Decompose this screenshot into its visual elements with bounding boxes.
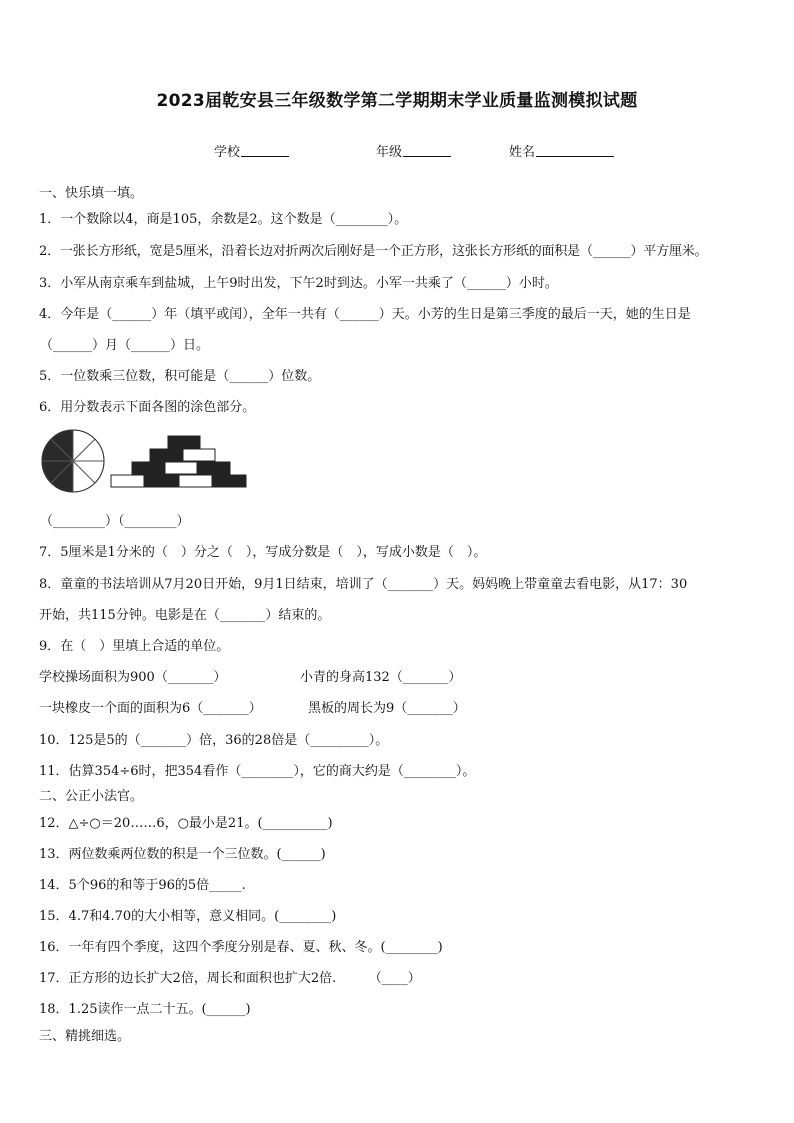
brick-row4-4	[213, 475, 246, 487]
question-9: 9．在（ ）里填上合适的单位。	[39, 639, 230, 654]
page-title: 2023届乾安县三年级数学第二学期期末学业质量监测模拟试题	[156, 91, 638, 111]
school-blank[interactable]	[241, 143, 289, 157]
brick-row4-1	[111, 475, 144, 487]
brick-row2-2	[183, 449, 215, 461]
question-6-answers: （________）（________）	[40, 514, 190, 529]
name-field[interactable]	[509, 141, 614, 160]
question-15: 15．4.7和4.70的大小相等，意义相同。(________)	[39, 909, 337, 924]
question-7: 7．5厘米是1分米的（ ）分之（ ），写成分数是（ ），写成小数是（ ）。	[39, 545, 487, 560]
grade-label: 年级	[376, 145, 403, 160]
question-8-line-2: 开始，共115分钟。电影是在（_______）结束的。	[39, 608, 331, 623]
question-14: 14．5个96的和等于96的5倍_____.	[39, 878, 246, 893]
brick-row3-1	[132, 462, 164, 474]
question-18: 18．1.25读作一点二十五。(______)	[39, 1002, 251, 1017]
brick-pyramid-figure	[110, 434, 248, 490]
section-3-heading: 三、精挑细选。	[39, 1029, 131, 1044]
section-1-heading: 一、快乐填一填。	[39, 186, 144, 201]
question-12: 12．△÷○＝20……6，○最小是21。(__________)	[39, 816, 333, 831]
brick-row4-2	[145, 475, 178, 487]
brick-top	[168, 436, 200, 448]
name-blank[interactable]	[536, 143, 614, 157]
question-9-d: 黑板的周长为9（_______）	[308, 701, 466, 716]
grade-blank[interactable]	[403, 143, 451, 157]
question-9-c: 一块橡皮一个面的面积为6（_______）	[39, 701, 262, 716]
brick-row3-3	[198, 462, 230, 474]
brick-row4-3	[179, 475, 212, 487]
question-1: 1．一个数除以4，商是105，余数是2。这个数是（________）。	[39, 212, 408, 227]
question-4-line-2: （______）月（______）日。	[40, 338, 210, 353]
question-10: 10．125是5的（_______）倍，36的28倍是（_________）。	[39, 733, 389, 748]
brick-row2-1	[150, 449, 182, 461]
question-3: 3．小军从南京乘车到盐城，上午9时出发，下午2时到达。小军一共乘了（______）小时。	[39, 276, 558, 291]
question-16: 16．一年有四个季度，这四个季度分别是春、夏、秋、冬。(________)	[39, 940, 443, 955]
school-label: 学校	[214, 145, 241, 160]
question-13: 13．两位数乘两位数的积是一个三位数。(______)	[39, 847, 326, 862]
section-2-heading: 二、公正小法官。	[39, 789, 144, 804]
question-17: 17．正方形的边长扩大2倍，周长和面积也扩大2倍. （____）	[39, 971, 421, 986]
question-9-b: 小青的身高132（_______）	[300, 670, 462, 685]
question-6: 6．用分数表示下面各图的涂色部分。	[39, 400, 256, 415]
brick-row3-2	[165, 462, 197, 474]
question-5: 5．一位数乘三位数，积可能是（______）位数。	[39, 369, 321, 384]
question-11: 11．估算354÷6时，把354看作（________），它的商大约是（________）。	[39, 764, 476, 779]
question-4-line-1: 4．今年是（______）年（填平或闰），全年一共有（______）天。小芳的生日是第三季度的最后一天，她的生日是	[39, 307, 691, 322]
school-field[interactable]	[214, 141, 289, 160]
question-2: 2．一张长方形纸，宽是5厘米，沿着长边对折两次后刚好是一个正方形，这张长方形纸的面积是（______）平方厘米。	[39, 244, 708, 259]
question-8-line-1: 8．童童的书法培训从7月20日开始，9月1日结束，培训了（_______）天。妈妈晚上带童童去看电影，从17：30	[39, 577, 688, 592]
name-label: 姓名	[509, 145, 536, 160]
question-9-a: 学校操场面积为900（_______）	[39, 670, 227, 685]
grade-field[interactable]	[376, 141, 451, 160]
pie-figure	[40, 428, 106, 494]
